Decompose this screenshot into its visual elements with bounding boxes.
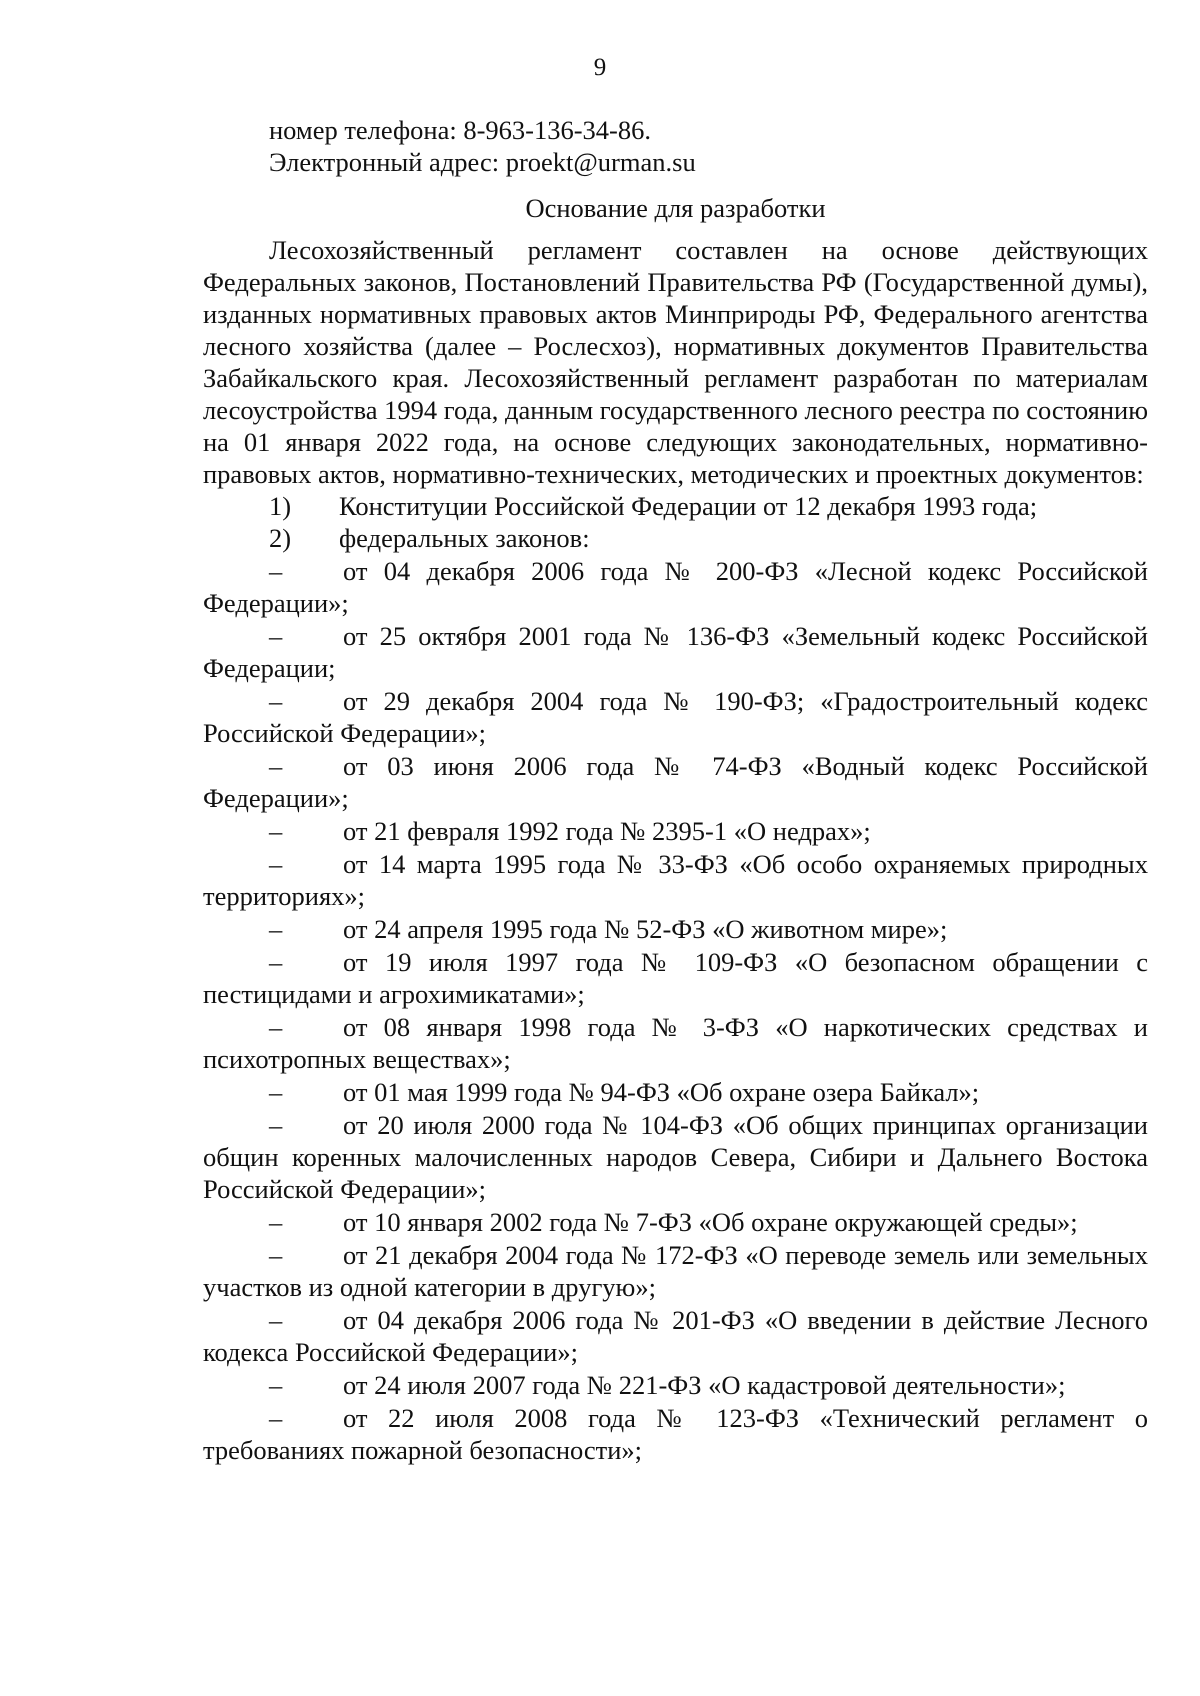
law-list-item [203,1076,1148,1108]
law-text: от 21 декабря 2004 года № 172-ФЗ «О переводе земель или земельных участков из одной категории в другую»; [203,1240,1148,1302]
numbered-item-1 [203,490,1148,522]
dash-marker: – [269,947,283,977]
law-text: от 24 апреля 1995 года № 52-ФЗ «О животном мире»; [343,914,948,944]
law-list-item [203,913,1148,945]
laws-list [203,555,1148,1466]
law-text: от 01 мая 1999 года № 94-ФЗ «Об охране озера Байкал»; [343,1077,980,1107]
law-text: от 21 февраля 1992 года № 2395-1 «О недрах»; [343,816,871,846]
dash-marker: – [269,1370,283,1400]
phone-line: номер телефона: 8-963-136-34-86. [269,115,652,145]
dash-marker: – [269,751,283,781]
law-text: от 25 октября 2001 года № 136-ФЗ «Земельный кодекс Российской Федерации; [203,621,1148,683]
dash-marker: – [269,1207,283,1237]
law-list-item [203,1206,1148,1238]
law-text: от 24 июля 2007 года № 221-ФЗ «О кадастровой деятельности»; [343,1370,1066,1400]
law-list-item [203,555,1148,619]
numbered-item-1-num: 1) [269,491,292,521]
law-list-item [203,1402,1148,1466]
section-heading: Основание для разработки [525,193,826,223]
dash-marker: – [269,556,283,586]
intro-text: Лесохозяйственный регламент составлен на основе действующих Федеральных законов, Постановлений Правительства РФ (Государственной думы), изданных нормативных правовых актов Минприроды РФ, Федерального агентства лесного хозяйства (далее – Рослесхоз), нормативных документов Правительства Забайкальского края. Лесохозяйственный регламент разработан по материалам лесоустройства 1994 года, данным государственного лесного реестра по состоянию на 01 января 2022 года, на основе следующих законодательных, нормативно-правовых актов, нормативно-технических, методических и проектных документов: [203,235,1149,489]
law-text: от 19 июля 1997 года № 109-ФЗ «О безопасном обращении с пестицидами и агрохимикатами»; [203,947,1148,1009]
dash-marker: – [269,1403,283,1433]
dash-marker: – [269,1240,283,1270]
law-text: от 08 января 1998 года № 3-ФЗ «О наркотических средствах и психотропных веществах»; [203,1012,1148,1074]
dash-marker: – [269,816,283,846]
law-text: от 04 декабря 2006 года № 201-ФЗ «О введении в действие Лесного кодекса Российской Федерации»; [203,1305,1148,1367]
dash-marker: – [269,1012,283,1042]
document-body [203,114,1148,1467]
law-list-item [203,1011,1148,1075]
law-text: от 04 декабря 2006 года № 200-ФЗ «Лесной кодекс Российской Федерации»; [203,556,1148,618]
law-list-item [203,815,1148,847]
dash-marker: – [269,1110,283,1140]
numbered-item-2 [203,522,1148,554]
law-text: от 03 июня 2006 года № 74-ФЗ «Водный кодекс Российской Федерации»; [203,751,1148,813]
dash-marker: – [269,914,283,944]
law-text: от 20 июля 2000 года № 104-ФЗ «Об общих принципах организации общин коренных малочисленных народов Севера, Сибири и Дальнего Востока Российской Федерации»; [203,1110,1148,1204]
law-list-item [203,946,1148,1010]
page-number: 9 [593,54,607,81]
dash-marker: – [269,686,283,716]
law-list-item [203,685,1148,749]
law-list-item [203,1304,1148,1368]
law-list-item [203,1109,1148,1205]
dash-marker: – [269,621,283,651]
intro-paragraph [203,234,1148,490]
law-text: от 10 января 2002 года № 7-ФЗ «Об охране окружающей среды»; [343,1207,1078,1237]
numbered-item-2-text: федеральных законов: [339,523,590,553]
numbered-item-1-text: Конституции Российской Федерации от 12 декабря 1993 года; [339,491,1038,521]
law-list-item [203,620,1148,684]
dash-marker: – [269,1305,283,1335]
law-text: от 14 марта 1995 года № 33-ФЗ «Об особо охраняемых природных территориях»; [203,849,1148,911]
law-list-item [203,1369,1148,1401]
law-list-item [203,1239,1148,1303]
email-line: Электронный адрес: proekt@urman.su [269,147,696,177]
law-list-item [203,750,1148,814]
law-text: от 22 июля 2008 года № 123-ФЗ «Технический регламент о требованиях пожарной безопасности»; [203,1403,1148,1465]
law-text: от 29 декабря 2004 года № 190-ФЗ; «Градостроительный кодекс Российской Федерации»; [203,686,1148,748]
law-list-item [203,848,1148,912]
numbered-item-2-num: 2) [269,523,292,553]
dash-marker: – [269,1077,283,1107]
dash-marker: – [269,849,283,879]
